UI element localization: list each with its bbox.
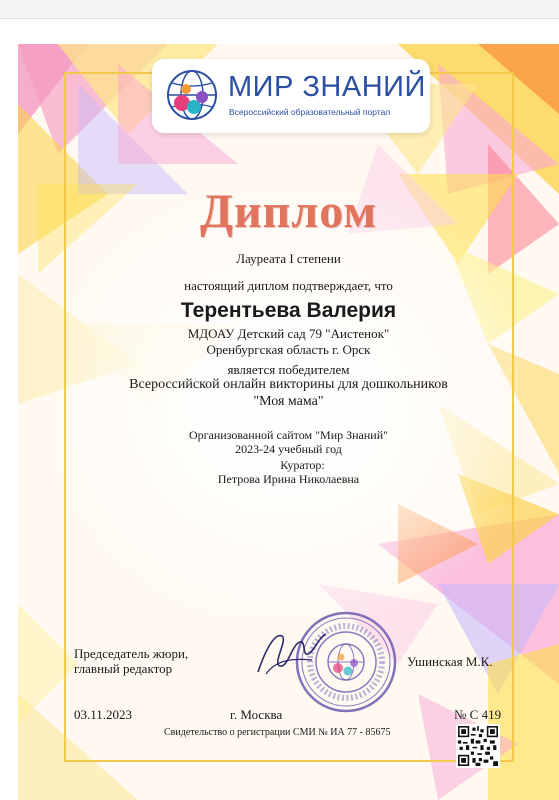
chair-title-line1: Председатель жюри, [74,646,189,661]
chair-title-line2: главный редактор [74,661,173,676]
confirms-text: настоящий диплом подтверждает, что [184,278,393,293]
globe-logo-icon [164,67,220,125]
viewer-top-bar [0,0,559,19]
region-text: Оренбургская область г. Орск [206,342,371,357]
curator-name: Петрова Ирина Николаевна [217,472,360,486]
event-text: Всероссийской онлайн викторины для дошкольников [129,377,448,392]
diploma-certificate [18,44,559,800]
degree-text: Лауреата I степени [236,251,341,266]
signer-name: Ушинская М.К. [407,654,493,669]
organization-text: МДОАУ Детский сад 79 "Аистенок" [187,326,390,341]
issue-city: г. Москва [230,707,283,722]
school-year-text: 2023-24 учебный год [235,442,342,456]
winner-text: является победителем [227,362,350,377]
brand-logo [152,59,430,133]
media-registration: Свидетельство о регистрации СМИ № ИА 77 - 85675 [164,727,391,738]
recipient-name: Терентьева Валерия [180,299,397,322]
qr-code-icon [456,724,500,768]
curator-label: Куратор: [280,458,325,472]
brand-name: МИР ЗНАНИЙ [228,71,426,103]
signature-mark [252,624,332,680]
organizer-text: Организованной сайтом "Мир Знаний" [188,428,389,442]
event-name-text: "Моя мама" [253,394,324,409]
diploma-number: № С 419 [454,707,502,722]
issue-date: 03.11.2023 [74,707,133,722]
brand-tagline: Всероссийский образовательный портал [229,107,391,117]
diploma-title: Диплом [199,185,378,238]
